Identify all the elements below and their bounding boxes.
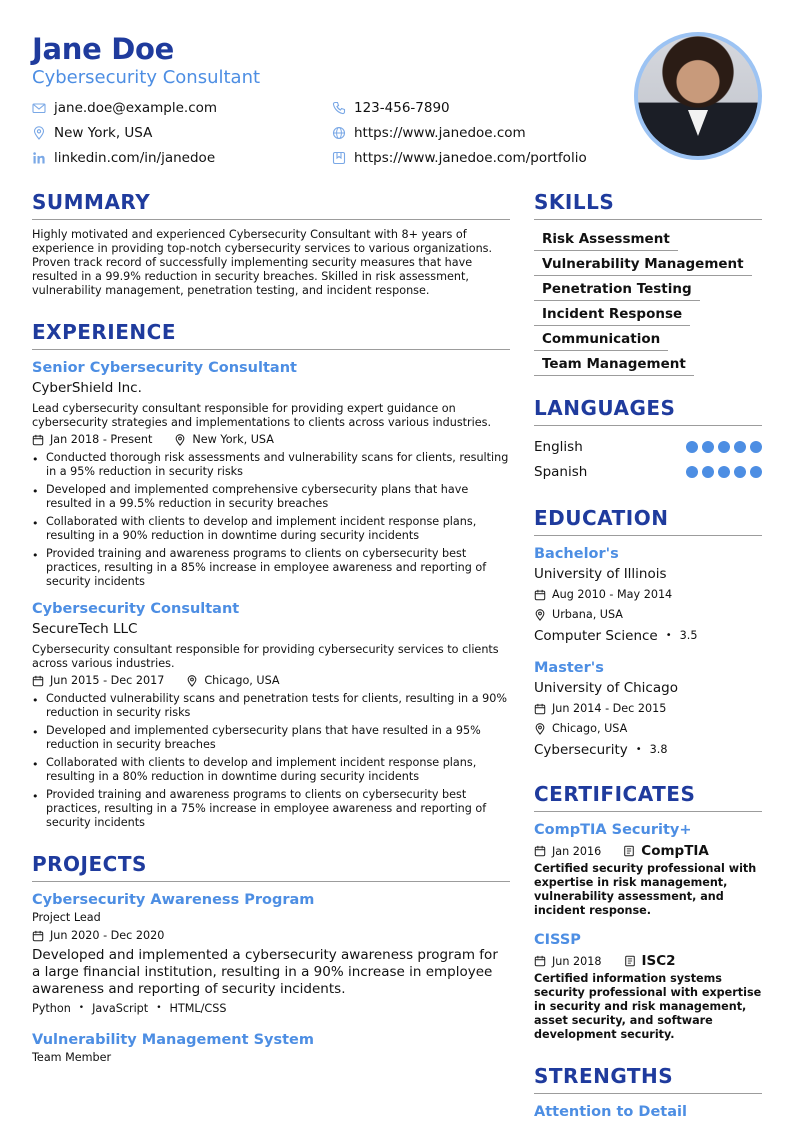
education-entry bbox=[534, 544, 762, 646]
language-name: Spanish bbox=[534, 463, 588, 480]
contact-email[interactable] bbox=[32, 98, 217, 118]
level-dot bbox=[750, 466, 762, 478]
degree: Master's bbox=[534, 660, 604, 676]
project-description: Developed and implemented a cybersecurity awareness program for a large financial institution, resulting in a 90% increase in employee awareness and reporting of security incidents. bbox=[32, 947, 498, 997]
level-dot bbox=[686, 466, 698, 478]
certificate-entry bbox=[534, 820, 762, 918]
certificate-icon bbox=[624, 955, 636, 967]
portfolio-icon bbox=[332, 151, 346, 165]
level-dot bbox=[718, 466, 730, 478]
job-location: New York, USA bbox=[192, 433, 274, 446]
certificates-heading: CERTIFICATES bbox=[534, 780, 762, 812]
globe-icon bbox=[332, 126, 346, 140]
calendar-icon bbox=[534, 589, 546, 601]
company-name: SecureTech LLC bbox=[32, 621, 138, 637]
location-text: Urbana, USA bbox=[552, 608, 623, 621]
location-text: Chicago, USA bbox=[552, 722, 628, 735]
job-title: Cybersecurity Consultant bbox=[32, 601, 240, 617]
website-link[interactable]: https://www.janedoe.com bbox=[354, 125, 526, 141]
project-role: Project Lead bbox=[32, 911, 101, 924]
map-pin-icon bbox=[534, 723, 546, 735]
level-dot bbox=[750, 441, 762, 453]
contact-phone[interactable] bbox=[332, 98, 450, 118]
company-name: CyberShield Inc. bbox=[32, 380, 142, 396]
project-entry bbox=[32, 1030, 510, 1066]
job-meta bbox=[32, 672, 510, 690]
project-dates: Jun 2020 - Dec 2020 bbox=[50, 929, 165, 942]
level-dot bbox=[702, 466, 714, 478]
projects-section bbox=[32, 850, 510, 1066]
certificate-icon bbox=[623, 845, 635, 857]
project-meta bbox=[32, 927, 510, 945]
education-section bbox=[534, 504, 762, 760]
project-entry bbox=[32, 890, 510, 1018]
tag: HTML/CSS bbox=[169, 1001, 227, 1015]
map-pin-icon bbox=[534, 609, 546, 621]
field-text: Computer Science bbox=[534, 628, 658, 644]
education-heading: EDUCATION bbox=[534, 504, 762, 536]
achievement-item: • Provided training and awareness programs to clients on cybersecurity best practices, resulting in a 85% increase in employee awareness and reporting of security incidents bbox=[32, 547, 510, 589]
skill-item: Penetration Testing bbox=[534, 279, 700, 301]
job-meta bbox=[32, 431, 510, 449]
strengths-section bbox=[534, 1062, 762, 1122]
summary-heading: SUMMARY bbox=[32, 188, 510, 220]
location-text: New York, USA bbox=[54, 125, 153, 141]
project-title: Vulnerability Management System bbox=[32, 1032, 314, 1048]
achievement-item: • Conducted thorough risk assessments and vulnerability scans for clients, resulting in a 95% reduction in security risks bbox=[32, 451, 510, 479]
dates-text: Aug 2010 - May 2014 bbox=[552, 588, 673, 601]
experience-heading: EXPERIENCE bbox=[32, 318, 510, 350]
summary-text: Highly motivated and experienced Cybersecurity Consultant with 8+ years of experience in providing top-notch cybersecurity services to various organizations. Proven track record of successfully implementing security measures that have resulted in a 99.9% reduction in security breaches. Skilled in risk assessment, vulnerability management, penetration testing, and incident response. bbox=[32, 228, 493, 297]
resume-header bbox=[32, 32, 762, 172]
language-level bbox=[686, 466, 762, 478]
project-role: Team Member bbox=[32, 1051, 112, 1064]
education-location bbox=[534, 720, 762, 738]
certificate-meta bbox=[534, 840, 762, 862]
certificate-description: Certified security professional with expertise in risk management, vulnerability assessment, and incident response. bbox=[534, 862, 757, 917]
linkedin-link[interactable]: linkedin.com/in/janedoe bbox=[54, 150, 216, 166]
strength-item: Attention to Detail bbox=[534, 1104, 687, 1120]
certificate-date: Jan 2016 bbox=[552, 844, 602, 858]
field-of-study: Cybersecurity • 3.8 bbox=[534, 742, 668, 758]
education-dates bbox=[534, 586, 762, 604]
language-row bbox=[534, 459, 762, 484]
skill-item: Incident Response bbox=[534, 304, 690, 326]
gpa-text: 3.8 bbox=[649, 743, 668, 756]
education-entry bbox=[534, 658, 762, 760]
language-name: English bbox=[534, 438, 583, 455]
calendar-icon bbox=[534, 955, 546, 967]
achievement-item: • Conducted vulnerability scans and penetration tests for clients, resulting in a 90% reduction in security risks bbox=[32, 692, 510, 720]
achievement-item: • Collaborated with clients to develop and implement incident response plans, resulting in a 90% reduction in downtime during security incidents bbox=[32, 515, 510, 543]
portfolio-link[interactable]: https://www.janedoe.com/portfolio bbox=[354, 150, 587, 166]
job-location: Chicago, USA bbox=[204, 674, 280, 687]
calendar-icon bbox=[32, 675, 44, 687]
education-location bbox=[534, 606, 762, 624]
languages-section bbox=[534, 394, 762, 484]
certificate-issuer: ISC2 bbox=[641, 953, 676, 969]
contact-location bbox=[32, 123, 152, 143]
calendar-icon bbox=[32, 434, 44, 446]
certificate-name: CompTIA Security+ bbox=[534, 822, 692, 838]
phone-icon bbox=[332, 101, 346, 115]
skill-item: Communication bbox=[534, 329, 668, 351]
degree: Bachelor's bbox=[534, 546, 619, 562]
gpa-text: 3.5 bbox=[679, 629, 698, 642]
job-role: Cybersecurity Consultant bbox=[32, 67, 261, 88]
main-column bbox=[32, 188, 510, 1066]
profile-photo bbox=[634, 32, 762, 160]
contact-linkedin[interactable] bbox=[32, 148, 215, 168]
phone-text: 123-456-7890 bbox=[354, 100, 450, 116]
skill-item: Risk Assessment bbox=[534, 229, 678, 251]
dates-text: Jun 2014 - Dec 2015 bbox=[552, 702, 667, 715]
calendar-icon bbox=[534, 703, 546, 715]
job-description: Lead cybersecurity consultant responsible for providing expert guidance on cybersecurity strategies and implementations to clients across various industries. bbox=[32, 402, 492, 429]
field-of-study: Computer Science • 3.5 bbox=[534, 628, 698, 644]
language-level bbox=[686, 441, 762, 453]
job-dates: Jun 2015 - Dec 2017 bbox=[50, 674, 165, 687]
achievement-item: • Collaborated with clients to develop and implement incident response plans, resulting in a 80% reduction in downtime during security incidents bbox=[32, 756, 510, 784]
map-pin-icon bbox=[186, 675, 198, 687]
certificate-issuer: CompTIA bbox=[641, 843, 709, 859]
skills-section bbox=[534, 188, 762, 378]
certificate-meta bbox=[534, 950, 762, 972]
linkedin-icon bbox=[32, 151, 46, 165]
achievement-item: • Developed and implemented cybersecurity plans that have resulted in a 95% reduction in security breaches bbox=[32, 724, 510, 752]
skill-item: Team Management bbox=[534, 354, 694, 376]
tag: Python bbox=[32, 1001, 71, 1015]
level-dot bbox=[702, 441, 714, 453]
map-pin-icon bbox=[32, 126, 46, 140]
achievement-item: • Developed and implemented comprehensive cybersecurity plans that have resulted in a 99.5% reduction in security breaches bbox=[32, 483, 510, 511]
job-dates: Jan 2018 - Present bbox=[50, 433, 153, 446]
person-name: Jane Doe bbox=[32, 32, 175, 66]
email-text: jane.doe@example.com bbox=[54, 100, 218, 116]
summary-section bbox=[32, 188, 510, 298]
projects-heading: PROJECTS bbox=[32, 850, 510, 882]
calendar-icon bbox=[32, 930, 44, 942]
map-pin-icon bbox=[174, 434, 186, 446]
job-achievements bbox=[32, 692, 510, 830]
languages-heading: LANGUAGES bbox=[534, 394, 762, 426]
skill-item: Vulnerability Management bbox=[534, 254, 752, 276]
project-title: Cybersecurity Awareness Program bbox=[32, 892, 315, 908]
school: University of Chicago bbox=[534, 680, 678, 696]
level-dot bbox=[718, 441, 730, 453]
strengths-heading: STRENGTHS bbox=[534, 1062, 762, 1094]
education-dates bbox=[534, 700, 762, 718]
side-column bbox=[534, 188, 762, 1122]
experience-section bbox=[32, 318, 510, 830]
job-description: Cybersecurity consultant responsible for providing cybersecurity services to clients across various industries. bbox=[32, 643, 499, 670]
mail-icon bbox=[32, 101, 46, 115]
contact-portfolio[interactable] bbox=[332, 148, 587, 168]
level-dot bbox=[734, 441, 746, 453]
certificate-entry bbox=[534, 930, 762, 1042]
job-achievements bbox=[32, 451, 510, 589]
skills-list bbox=[534, 228, 762, 378]
language-row bbox=[534, 434, 762, 459]
contact-website[interactable] bbox=[332, 123, 526, 143]
tag: JavaScript bbox=[92, 1001, 149, 1015]
calendar-icon bbox=[534, 845, 546, 857]
field-text: Cybersecurity bbox=[534, 742, 628, 758]
certificate-name: CISSP bbox=[534, 932, 581, 948]
certificate-date: Jun 2018 bbox=[552, 954, 602, 968]
level-dot bbox=[686, 441, 698, 453]
job-entry bbox=[32, 358, 510, 589]
project-tags: Python • JavaScript • HTML/CSS bbox=[32, 1001, 227, 1015]
job-entry bbox=[32, 599, 510, 830]
school: University of Illinois bbox=[534, 566, 667, 582]
certificate-description: Certified information systems security professional with expertise in security and risk management, asset security, and software development security. bbox=[534, 972, 762, 1041]
achievement-item: • Provided training and awareness programs to clients on cybersecurity best practices, resulting in a 75% increase in employee awareness and reporting of security incidents bbox=[32, 788, 510, 830]
level-dot bbox=[734, 466, 746, 478]
job-title: Senior Cybersecurity Consultant bbox=[32, 360, 297, 376]
skills-heading: SKILLS bbox=[534, 188, 762, 220]
certificates-section bbox=[534, 780, 762, 1042]
